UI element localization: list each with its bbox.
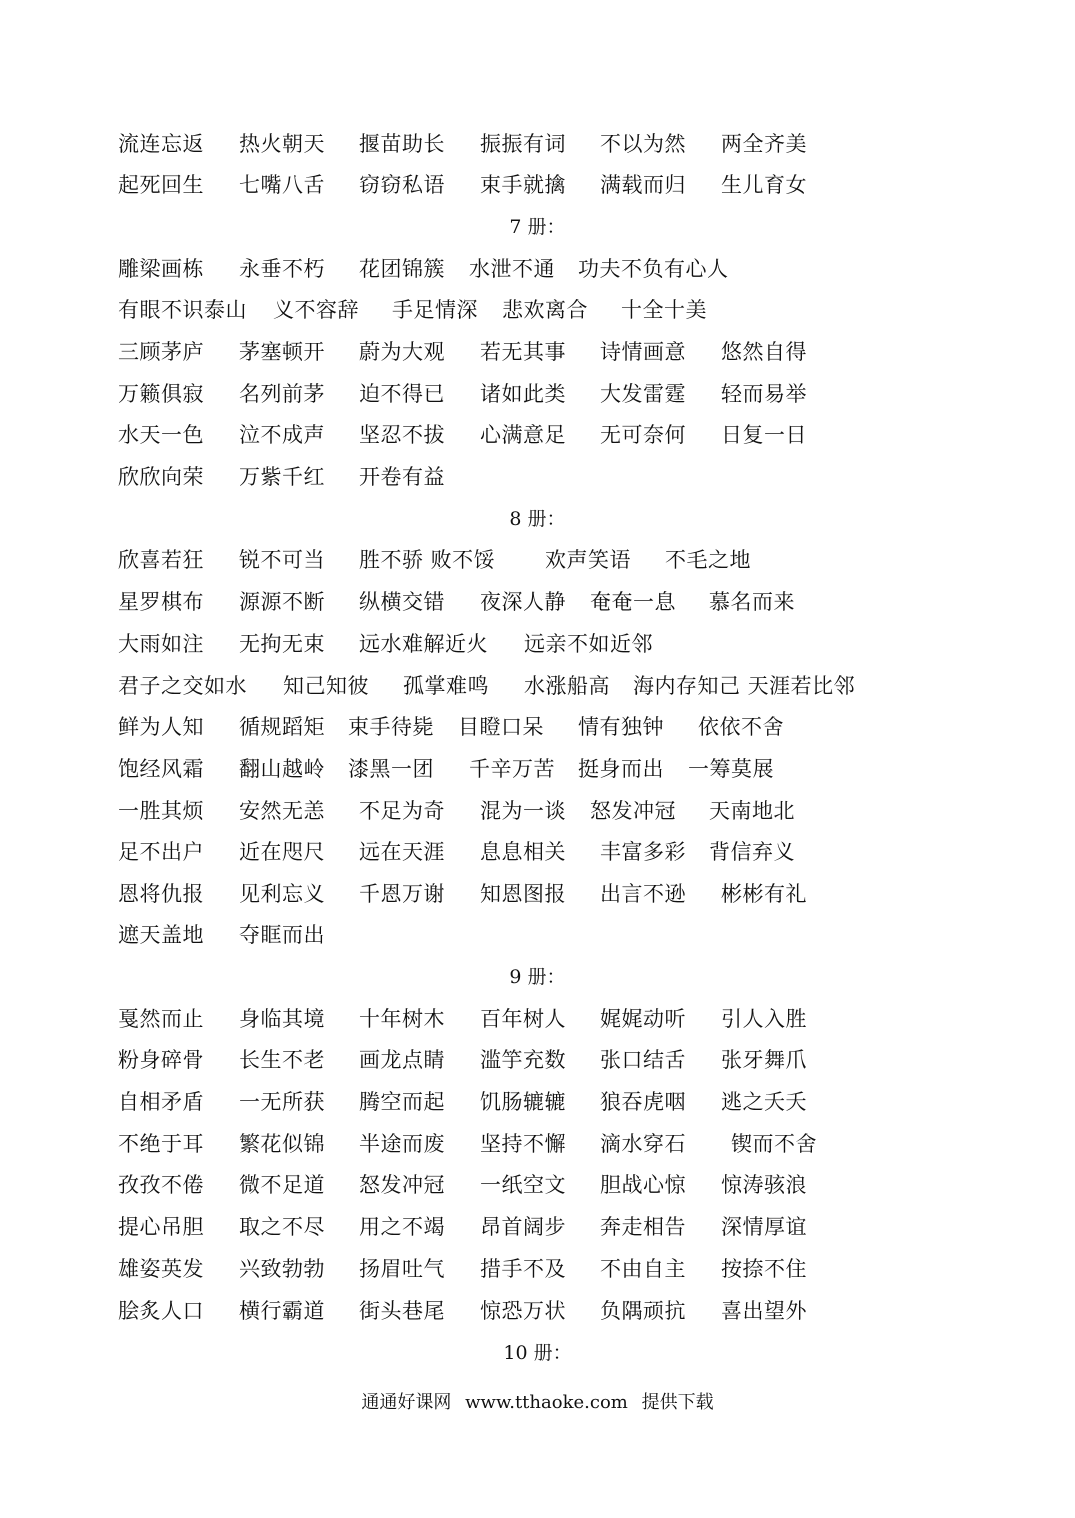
idiom: 微不足道 — [239, 1173, 325, 1197]
idiom: 慕名而来 — [709, 590, 795, 614]
idiom: 星罗棋布 — [118, 590, 204, 614]
idiom: 欣欣向荣 — [118, 465, 204, 489]
idiom: 不绝于耳 — [118, 1132, 204, 1156]
idiom: 胜不骄 败不馁 — [359, 548, 496, 572]
idiom: 雕梁画栋 — [118, 257, 204, 281]
idiom: 坚忍不拔 — [359, 423, 445, 447]
idiom: 百年树人 — [480, 1007, 566, 1031]
idiom-row — [0, 754, 1075, 784]
idiom: 依依不舍 — [698, 715, 784, 739]
idiom: 揠苗助长 — [359, 132, 445, 156]
idiom: 娓娓动听 — [600, 1007, 686, 1031]
idiom-row — [0, 629, 1075, 659]
idiom: 提心吊胆 — [118, 1215, 204, 1239]
idiom: 一纸空文 — [480, 1173, 566, 1197]
idiom: 奔走相告 — [600, 1215, 686, 1239]
idiom: 昂首阔步 — [480, 1215, 566, 1239]
idiom-row — [0, 1254, 1075, 1284]
section-heading-10: 10 册： — [503, 1342, 572, 1364]
idiom: 坚持不懈 — [480, 1132, 566, 1156]
idiom: 画龙点睛 — [359, 1048, 445, 1072]
idiom: 无拘无束 — [239, 632, 325, 656]
page-footer — [0, 1389, 1075, 1417]
idiom: 半途而废 — [359, 1132, 445, 1156]
idiom: 雄姿英发 — [118, 1257, 204, 1281]
idiom: 怒发冲冠 — [359, 1173, 445, 1197]
idiom: 粉身碎骨 — [118, 1048, 204, 1072]
idiom: 天南地北 — [709, 799, 795, 823]
idiom-row — [0, 879, 1075, 909]
section-heading-7: 7 册： — [509, 216, 566, 238]
idiom: 锐不可当 — [239, 548, 325, 572]
idiom: 十全十美 — [621, 298, 707, 322]
idiom: 蔚为大观 — [359, 340, 445, 364]
idiom: 不以为然 — [600, 132, 686, 156]
idiom: 张牙舞爪 — [721, 1048, 807, 1072]
idiom: 街头巷尾 — [359, 1299, 445, 1323]
idiom-row — [0, 1129, 1075, 1159]
idiom: 一胜其烦 — [118, 799, 204, 823]
idiom: 两全齐美 — [721, 132, 807, 156]
idiom: 身临其境 — [239, 1007, 325, 1031]
idiom: 三顾茅庐 — [118, 340, 204, 364]
idiom: 背信弃义 — [709, 840, 795, 864]
idiom: 夺眶而出 — [239, 923, 325, 947]
idiom-row — [0, 1296, 1075, 1326]
idiom: 张口结舌 — [600, 1048, 686, 1072]
idiom: 安然无恙 — [239, 799, 325, 823]
idiom: 自相矛盾 — [118, 1090, 204, 1114]
idiom: 饥肠辘辘 — [480, 1090, 566, 1114]
idiom: 挺身而出 — [578, 757, 664, 781]
idiom: 千恩万谢 — [359, 882, 445, 906]
idiom-row — [0, 1212, 1075, 1242]
idiom: 欣喜若狂 — [118, 548, 204, 572]
idiom: 大雨如注 — [118, 632, 204, 656]
idiom: 负隅顽抗 — [600, 1299, 686, 1323]
idiom: 欢声笑语 — [545, 548, 631, 572]
idiom: 遮天盖地 — [118, 923, 204, 947]
idiom: 丰富多彩 — [600, 840, 686, 864]
idiom: 远在天涯 — [359, 840, 445, 864]
idiom: 有眼不识泰山 — [118, 298, 247, 322]
idiom: 若无其事 — [480, 340, 566, 364]
idiom: 用之不竭 — [359, 1215, 445, 1239]
idiom: 日复一日 — [721, 423, 807, 447]
idiom: 海内存知己 天涯若比邻 — [633, 674, 856, 698]
idiom: 不足为奇 — [359, 799, 445, 823]
idiom: 脍炙人口 — [118, 1299, 204, 1323]
idiom: 孜孜不倦 — [118, 1173, 204, 1197]
idiom-row — [0, 170, 1075, 200]
idiom: 奄奄一息 — [590, 590, 676, 614]
idiom: 滥竽充数 — [480, 1048, 566, 1072]
idiom: 诸如此类 — [480, 382, 566, 406]
idiom: 漆黑一团 — [348, 757, 434, 781]
idiom: 泣不成声 — [239, 423, 325, 447]
idiom: 源源不断 — [239, 590, 325, 614]
idiom: 水天一色 — [118, 423, 204, 447]
idiom: 孤掌难鸣 — [403, 674, 489, 698]
idiom: 喜出望外 — [721, 1299, 807, 1323]
idiom: 永垂不朽 — [239, 257, 325, 281]
idiom: 怒发冲冠 — [590, 799, 676, 823]
idiom: 夜深人静 — [480, 590, 566, 614]
idiom: 按捺不住 — [721, 1257, 807, 1281]
idiom: 情有独钟 — [578, 715, 664, 739]
section-heading-9: 9 册： — [509, 966, 566, 988]
idiom: 一筹莫展 — [688, 757, 774, 781]
footer-site-name: 通通好课网 — [361, 1392, 452, 1413]
idiom-row — [0, 1004, 1075, 1034]
idiom-row — [0, 462, 1075, 492]
idiom: 惊涛骇浪 — [721, 1173, 807, 1197]
idiom: 无可奈何 — [600, 423, 686, 447]
idiom: 茅塞顿开 — [239, 340, 325, 364]
idiom: 目瞪口呆 — [458, 715, 544, 739]
idiom: 息息相关 — [480, 840, 566, 864]
idiom: 知恩图报 — [480, 882, 566, 906]
idiom: 戛然而止 — [118, 1007, 204, 1031]
idiom: 束手待毙 — [348, 715, 434, 739]
idiom: 水涨船高 — [524, 674, 610, 698]
idiom: 轻而易举 — [721, 382, 807, 406]
idiom-row — [0, 712, 1075, 742]
idiom: 滴水穿石 — [600, 1132, 686, 1156]
idiom-row — [0, 1045, 1075, 1075]
idiom: 混为一谈 — [480, 799, 566, 823]
idiom: 足不出户 — [118, 840, 204, 864]
idiom: 君子之交如水 — [118, 674, 247, 698]
idiom: 远亲不如近邻 — [524, 632, 653, 656]
idiom: 窃窃私语 — [359, 173, 445, 197]
idiom-row — [0, 796, 1075, 826]
idiom: 一无所获 — [239, 1090, 325, 1114]
idiom: 振振有词 — [480, 132, 566, 156]
idiom: 远水难解近火 — [359, 632, 488, 656]
idiom-row — [0, 379, 1075, 409]
idiom: 锲而不舍 — [731, 1132, 817, 1156]
idiom: 不由自主 — [600, 1257, 686, 1281]
idiom: 迫不得已 — [359, 382, 445, 406]
idiom: 十年树木 — [359, 1007, 445, 1031]
idiom: 名列前茅 — [239, 382, 325, 406]
idiom: 千辛万苦 — [469, 757, 555, 781]
idiom: 扬眉吐气 — [359, 1257, 445, 1281]
idiom: 长生不老 — [239, 1048, 325, 1072]
idiom-row — [0, 295, 1075, 325]
idiom-row — [0, 1087, 1075, 1117]
idiom-row — [0, 587, 1075, 617]
idiom: 诗情画意 — [600, 340, 686, 364]
idiom: 近在咫尺 — [239, 840, 325, 864]
idiom: 循规蹈矩 — [239, 715, 325, 739]
idiom: 起死回生 — [118, 173, 204, 197]
idiom: 万籁俱寂 — [118, 382, 204, 406]
idiom: 翻山越岭 — [239, 757, 325, 781]
idiom: 万紫千红 — [239, 465, 325, 489]
idiom: 知己知彼 — [283, 674, 369, 698]
idiom-row — [0, 837, 1075, 867]
idiom: 水泄不通 — [469, 257, 555, 281]
idiom-row — [0, 920, 1075, 950]
idiom: 惊恐万状 — [480, 1299, 566, 1323]
idiom: 悲欢离合 — [502, 298, 588, 322]
idiom: 兴致勃勃 — [239, 1257, 325, 1281]
idiom: 取之不尽 — [239, 1215, 325, 1239]
idiom-row — [0, 671, 1075, 701]
idiom: 七嘴八舌 — [239, 173, 325, 197]
idiom-row — [0, 1170, 1075, 1200]
idiom: 流连忘返 — [118, 132, 204, 156]
idiom: 措手不及 — [480, 1257, 566, 1281]
idiom: 满载而归 — [600, 173, 686, 197]
section-heading-8: 8 册： — [509, 508, 566, 530]
footer-url: www.tthaoke.com — [465, 1392, 628, 1413]
idiom: 狼吞虎咽 — [600, 1090, 686, 1114]
idiom: 胆战心惊 — [600, 1173, 686, 1197]
idiom: 功夫不负有心人 — [578, 257, 729, 281]
idiom: 深情厚谊 — [721, 1215, 807, 1239]
idiom: 腾空而起 — [359, 1090, 445, 1114]
idiom: 鲜为人知 — [118, 715, 204, 739]
idiom-row — [0, 254, 1075, 284]
idiom: 恩将仇报 — [118, 882, 204, 906]
idiom: 纵横交错 — [359, 590, 445, 614]
idiom-row — [0, 337, 1075, 367]
idiom: 束手就擒 — [480, 173, 566, 197]
idiom: 花团锦簇 — [359, 257, 445, 281]
idiom-row — [0, 545, 1075, 575]
idiom: 逃之夭夭 — [721, 1090, 807, 1114]
idiom: 悠然自得 — [721, 340, 807, 364]
idiom: 出言不逊 — [600, 882, 686, 906]
idiom: 繁花似锦 — [239, 1132, 325, 1156]
idiom-row — [0, 129, 1075, 159]
idiom: 义不容辞 — [273, 298, 359, 322]
idiom: 热火朝天 — [239, 132, 325, 156]
idiom: 生儿育女 — [721, 173, 807, 197]
idiom: 开卷有益 — [359, 465, 445, 489]
footer-suffix: 提供下载 — [641, 1392, 714, 1413]
idiom-row — [0, 420, 1075, 450]
idiom: 不毛之地 — [665, 548, 751, 572]
idiom: 饱经风霜 — [118, 757, 204, 781]
idiom: 心满意足 — [480, 423, 566, 447]
idiom: 大发雷霆 — [600, 382, 686, 406]
idiom: 彬彬有礼 — [721, 882, 807, 906]
idiom: 见利忘义 — [239, 882, 325, 906]
idiom: 横行霸道 — [239, 1299, 325, 1323]
idiom: 引人入胜 — [721, 1007, 807, 1031]
idiom: 手足情深 — [392, 298, 478, 322]
